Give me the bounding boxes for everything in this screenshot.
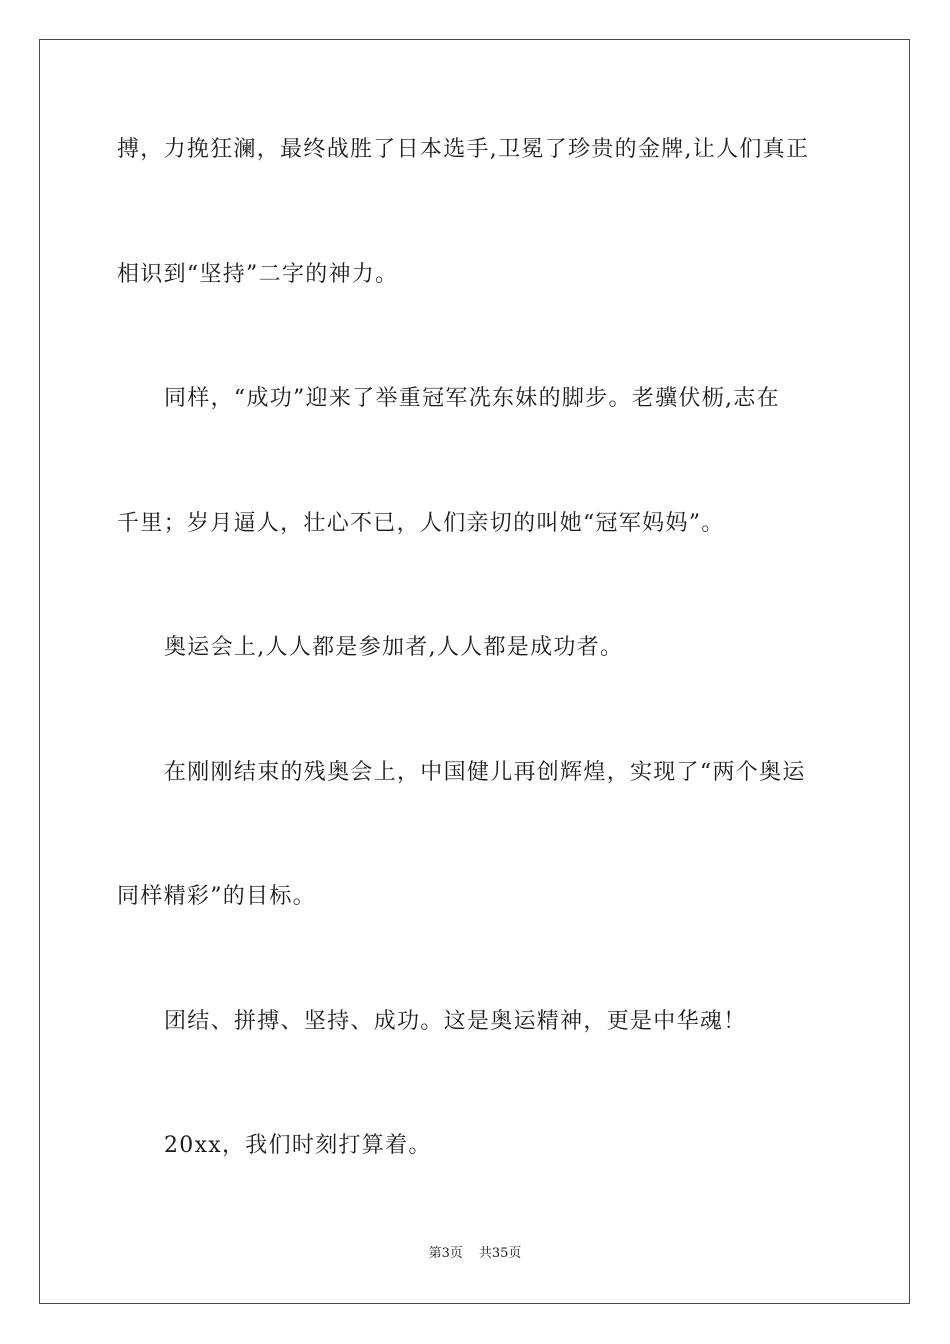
body-line-2: 相识到“坚持”二字的神力。	[117, 262, 399, 287]
page-number: 第3页	[428, 1246, 463, 1261]
body-line-4: 千里；岁月逼人，壮心不已，人们亲切的叫她“冠军妈妈”。	[117, 511, 725, 536]
page-footer	[0, 1245, 950, 1263]
body-line-7: 同样精彩”的目标。	[117, 884, 316, 909]
total-pages: 共35页	[478, 1246, 522, 1261]
body-line-9: 20xx，我们时刻打算着。	[164, 1133, 432, 1158]
page-border	[39, 39, 910, 1304]
body-line-6: 在刚刚结束的残奥会上，中国健儿再创辉煌，实现了“两个奥运	[164, 760, 806, 785]
body-line-5: 奥运会上,人人都是参加者,人人都是成功者。	[164, 635, 624, 660]
body-line-1: 搏，力挽狂澜，最终战胜了日本选手,卫冕了珍贵的金牌,让人们真正	[117, 137, 810, 162]
body-line-8: 团结、拼搏、坚持、成功。这是奥运精神，更是中华魂！	[164, 1009, 747, 1034]
body-line-3: 同样，“成功”迎来了举重冠军冼东妹的脚步。老骥伏枥,志在	[164, 386, 780, 411]
